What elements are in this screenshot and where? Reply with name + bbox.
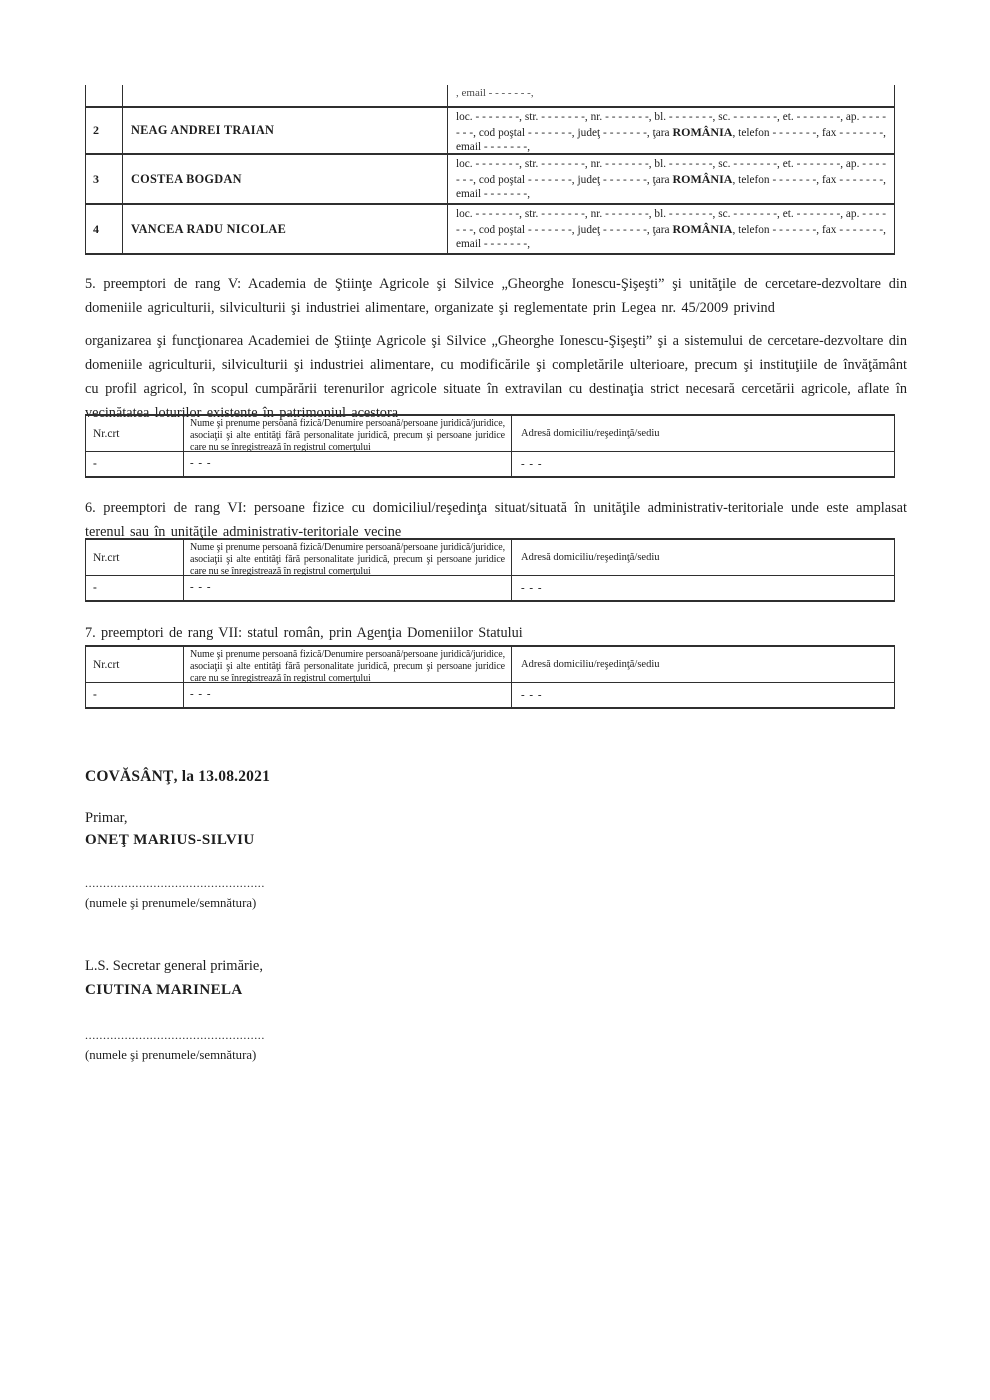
address-cell <box>448 155 894 203</box>
row-number-cell <box>86 85 123 106</box>
name-cell: VANCEA RADU NICOLAE <box>123 205 448 253</box>
header-address-cell: Adresă domiciliu/reşedinţă/sediu <box>521 428 660 439</box>
signature-line-2: .................................................. <box>85 1028 265 1042</box>
empty-address-cell: - - - <box>521 458 543 470</box>
signer2-name: CIUTINA MARINELA <box>85 982 243 998</box>
address-text: , telefon - - - - - - -, fax - - - - - - -, email - - - - - - -, <box>456 173 886 200</box>
country-name: ROMÂNIA <box>672 124 733 139</box>
header-name-cell: Nume şi prenume persoană fizică/Denumire persoană/persoane juridică/juridice, asociaţii şi alte entităţi fără personalitate juridică, precum şi persoane juridice care nu se înregistrează în registrul comerţului <box>184 416 512 451</box>
signature-line-1: .................................................. <box>85 876 265 890</box>
signature-caption-2: (numele şi prenumele/semnătura) <box>85 1048 257 1062</box>
header-name-cell: Nume şi prenume persoană fizică/Denumire persoană/persoane juridică/juridice, asociaţii şi alte entităţi fără personalitate juridică, precum şi persoane juridice care nu se înregistrează în registrul comerţului <box>184 540 512 575</box>
address-cell <box>448 108 894 153</box>
row-number-cell: 4 <box>86 205 123 253</box>
empty-nr-cell: - <box>86 683 184 707</box>
country-name: ROMÂNIA <box>672 171 733 186</box>
empty-nr-cell: - <box>86 576 184 600</box>
row-number-cell: 2 <box>86 108 123 153</box>
signer1-name: ONEŢ MARIUS-SILVIU <box>85 832 255 848</box>
rank6-table <box>85 538 895 602</box>
header-nr-cell: Nr.crt <box>86 647 184 682</box>
section7-paragraph: 7. preemptori de rang VII: statul român, prin Agenţia Domeniilor Statului <box>85 625 523 641</box>
country-name: ROMÂNIA <box>672 221 733 236</box>
table-row <box>86 205 894 255</box>
table-header-row <box>86 540 894 576</box>
address-cell-partial: , email - - - - - - -, <box>456 87 534 99</box>
section5-paragraph-2: organizarea şi funcţionarea Academiei de Ştiinţe Agricole şi Silvice „Gheorghe Ionescu-Şişeşti” şi a sistemului de cercetare-dezvoltare din domeniile agriculturii, silviculturii şi industriei alimentare, cu modificările şi completările ulterioare, precum şi instituţiile de învăţământ cu profil agricol, în scopul cumpărării terenurilor agricole situate în extravilan cu destinaţia strict necesară cercetării agricole, aflate în vecinătatea loturilor existente în patrimoniul acestora <box>85 333 907 421</box>
header-address-cell: Adresă domiciliu/reşedinţă/sediu <box>521 659 660 670</box>
name-cell <box>123 85 448 106</box>
empty-name-cell: - - - <box>184 576 512 600</box>
table-header-row <box>86 647 894 683</box>
name-cell: NEAG ANDREI TRAIAN <box>123 108 448 153</box>
table-row-partial <box>86 85 894 108</box>
row-number-cell: 3 <box>86 155 123 203</box>
rank5-table <box>85 414 895 478</box>
table-header-row <box>86 416 894 452</box>
address-cell <box>448 205 894 253</box>
name-cell: COSTEA BOGDAN <box>123 155 448 203</box>
table-empty-row <box>86 576 894 600</box>
empty-nr-cell: - <box>86 452 184 476</box>
address-text: , telefon - - - - - - -, fax - - - - - - -, email - - - - - - -, <box>456 223 886 250</box>
place-and-date: COVĂSÂNŢ, la 13.08.2021 <box>85 768 271 785</box>
table-empty-row <box>86 452 894 476</box>
section6-paragraph: 6. preemptori de rang VI: persoane fizice cu domiciliul/reşedinţa situat/situată în unităţile administrativ-teritoriale unde este amplasat terenul sau în unităţile administrativ-teritoriale vecine <box>85 500 907 540</box>
empty-address-cell: - - - <box>521 582 543 594</box>
header-address-cell: Adresă domiciliu/reşedinţă/sediu <box>521 552 660 563</box>
table-row <box>86 108 894 155</box>
table-empty-row <box>86 683 894 707</box>
rank4-preemptors-table <box>85 85 895 255</box>
header-nr-cell: Nr.crt <box>86 416 184 451</box>
signer2-role: L.S. Secretar general primărie, <box>85 958 263 974</box>
empty-name-cell: - - - <box>184 683 512 707</box>
empty-name-cell: - - - <box>184 452 512 476</box>
table-row <box>86 155 894 205</box>
address-text: loc. - - - - - - -, str. - - - - - - -, nr. - - - - - - -, bl. - - - - - - -, sc. - - - - - - -, et. - - - - - - -, ap. - - - - - - -, cod poştal - - - - - - -, judeţ - - - - - - -, ţara <box>456 111 886 139</box>
rank7-table <box>85 645 895 709</box>
address-text: , telefon - - - - - - -, fax - - - - - - -, email - - - - - - -, <box>456 126 886 153</box>
header-name-cell: Nume şi prenume persoană fizică/Denumire persoană/persoane juridică/juridice, asociaţii şi alte entităţi fără personalitate juridică, precum şi persoane juridice care nu se înregistrează în registrul comerţului <box>184 647 512 682</box>
header-nr-cell: Nr.crt <box>86 540 184 575</box>
address-text: loc. - - - - - - -, str. - - - - - - -, nr. - - - - - - -, bl. - - - - - - -, sc. - - - - - - -, et. - - - - - - -, ap. - - - - - - -, cod poştal - - - - - - -, judeţ - - - - - - -, ţara <box>456 158 886 186</box>
address-text: loc. - - - - - - -, str. - - - - - - -, nr. - - - - - - -, bl. - - - - - - -, sc. - - - - - - -, et. - - - - - - -, ap. - - - - - - -, cod poştal - - - - - - -, judeţ - - - - - - -, ţara <box>456 208 886 236</box>
section5-paragraph-1: 5. preemptori de rang V: Academia de Ştiinţe Agricole şi Silvice „Gheorghe Ionescu-Şişeşti” şi unităţile de cercetare-dezvoltare din domeniile agriculturii, silviculturii şi industriei alimentare, organizate şi reglementate prin Legea nr. 45/2009 privind <box>85 276 907 316</box>
signer1-role: Primar, <box>85 810 128 826</box>
empty-address-cell: - - - <box>521 689 543 701</box>
signature-caption-1: (numele şi prenumele/semnătura) <box>85 896 257 910</box>
